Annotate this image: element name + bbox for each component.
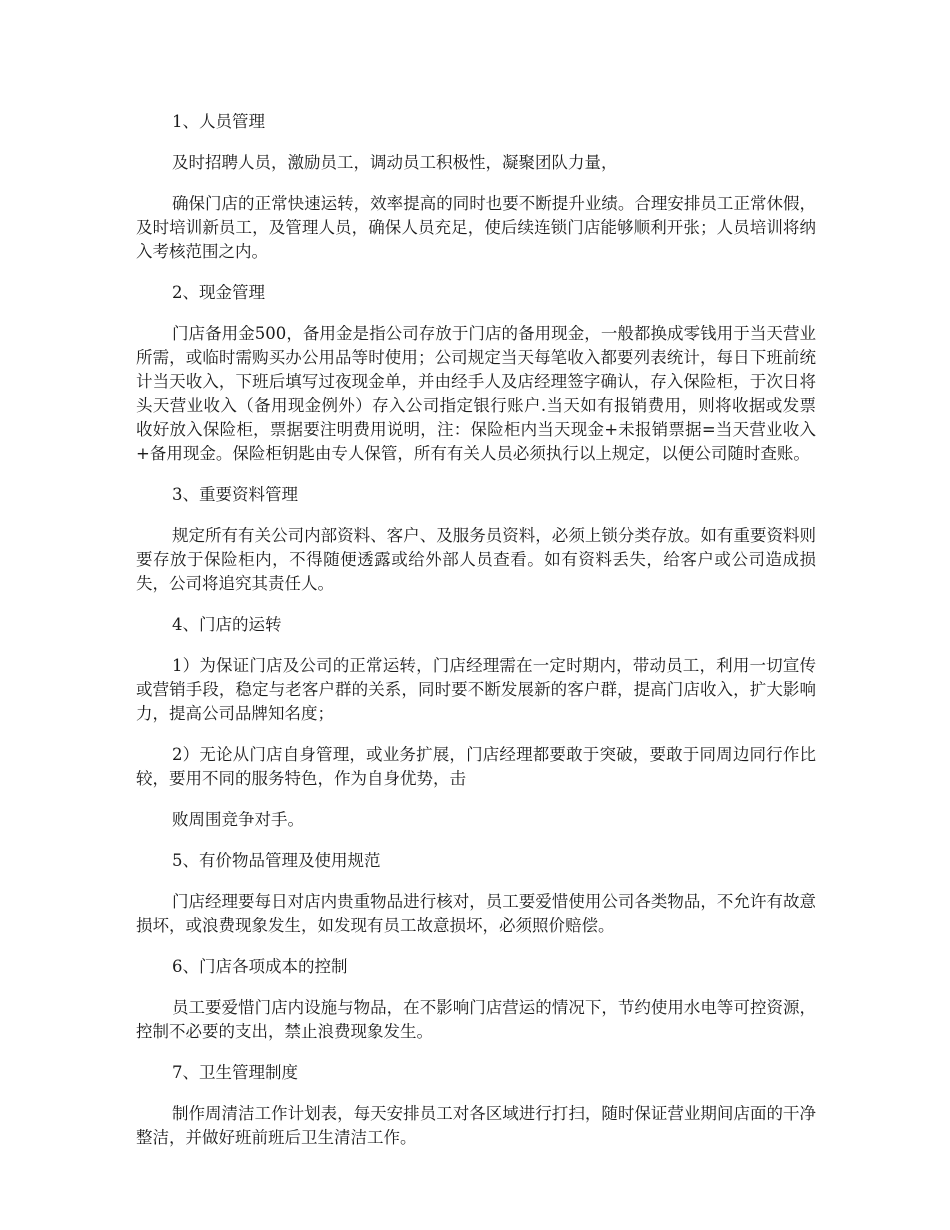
paragraph: 2）无论从门店自身管理，或业务扩展，门店经理都要敢于突破，要敢于同周边同行作比较，要用不同的服务特色，作为自身优势，击: [136, 745, 816, 788]
section-heading-documents: 3、重要资料管理: [172, 485, 298, 504]
document-body: [136, 110, 816, 1167]
paragraph: 制作周清洁工作计划表，每天安排员工对各区域进行打扫，随时保证营业期间店面的干净整洁，并做好班前班后卫生清洁工作。: [136, 1104, 816, 1147]
paragraph: 1）为保证门店及公司的正常运转，门店经理需在一定时期内，带动员工，利用一切宣传或营销手段，稳定与老客户群的关系，同时要不断发展新的客户群，提高门店收入，扩大影响力，提高公司品牌知名度；: [136, 656, 816, 723]
paragraph: 门店备用金500，备用金是指公司存放于门店的备用现金，一般都换成零钱用于当天营业所需，或临时需购买办公用品等时使用；公司规定当天每笔收入都要列表统计，每日下班前统计当天收入，下班后填写过夜现金单，并由经手人及店经理签字确认，存入保险柜，于次日将头天营业收入（备用现金例外）存入公司指定银行账户.当天如有报销费用，则将收据或发票收好放入保险柜，票据要注明费用说明，注：保险柜内当天现金+未报销票据=当天营业收入+备用现金。保险柜钥匙由专人保管，所有有关人员必须执行以上规定，以便公司随时查账。: [136, 324, 816, 463]
paragraph: 规定所有有关公司内部资料、客户、及服务员资料，必须上锁分类存放。如有重要资料则要存放于保险柜内，不得随便透露或给外部人员查看。如有资料丢失，给客户或公司造成损失，公司将追究其责任人。: [136, 526, 816, 593]
paragraph: 确保门店的正常快速运转，效率提高的同时也要不断提升业绩。合理安排员工正常休假，及时培训新员工，及管理人员，确保人员充足，使后续连锁门店能够顺利开张；人员培训将纳入考核范围之内。: [136, 194, 816, 261]
section-heading-operations: 4、门店的运转: [172, 615, 282, 634]
paragraph: 败周围竞争对手。: [172, 810, 304, 829]
paragraph: 门店经理要每日对店内贵重物品进行核对，员工要爱惜使用公司各类物品，不允许有故意损坏，或浪费现象发生，如发现有员工故意损坏，必须照价赔偿。: [136, 892, 816, 935]
section-heading-hygiene: 7、卫生管理制度: [172, 1063, 298, 1082]
section-heading-valuables: 5、有价物品管理及使用规范: [172, 851, 381, 870]
paragraph: 员工要爱惜门店内设施与物品，在不影响门店营运的情况下，节约使用水电等可控资源，控制不必要的支出，禁止浪费现象发生。: [136, 998, 816, 1041]
section-heading-personnel: 1、人员管理: [172, 112, 265, 131]
paragraph: 及时招聘人员，激励员工，调动员工积极性，凝聚团队力量，: [172, 153, 618, 172]
section-heading-cost-control: 6、门店各项成本的控制: [172, 957, 348, 976]
section-heading-cash: 2、现金管理: [172, 283, 265, 302]
